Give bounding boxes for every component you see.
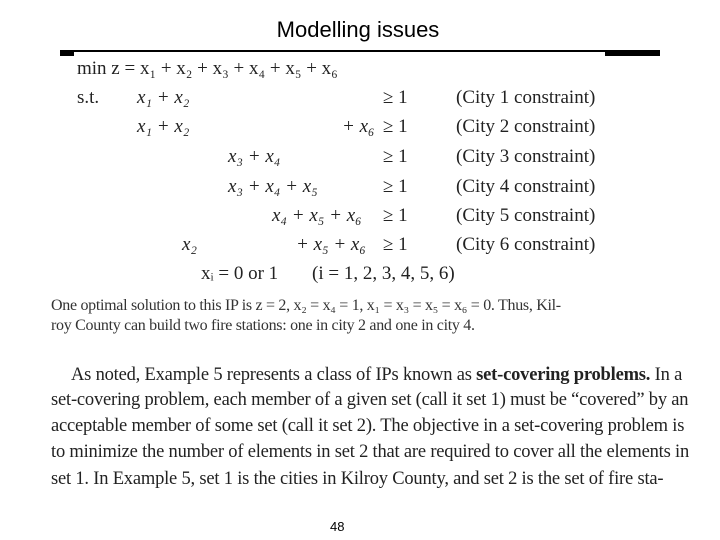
constraint-label: (City 5 constraint) xyxy=(456,205,596,226)
solution-line: One optimal solution to this IP is z = 2, x₂ = x₄ = 1, x₁ = x₃ = x₅ = x₆ = 0. Thus, Kil- xyxy=(51,297,561,314)
constraint-lhs: x₃ + x₄ xyxy=(228,146,281,167)
objective-function: min z = x₁ + x₂ + x₃ + x₄ + x₅ + x₆ xyxy=(77,58,338,79)
domain-index: (i = 1, 2, 3, 4, 5, 6) xyxy=(312,263,455,284)
paragraph-line: set 1. In Example 5, set 1 is the cities in Kilroy County, and set 2 is the set of fire sta- xyxy=(51,469,664,489)
constraint-row xyxy=(0,234,720,260)
paragraph-text: As noted, Example 5 represents a class of IPs known as xyxy=(71,365,477,385)
page-number: 48 xyxy=(330,519,345,534)
constraint-lhs: x₃ + x₄ + x₅ xyxy=(228,176,318,197)
paragraph-line: to minimize the number of elements in set 2 that are required to cover all the elements in xyxy=(51,442,690,462)
paragraph-line xyxy=(71,365,682,386)
title-rule xyxy=(60,50,660,52)
constraint-row xyxy=(0,87,720,113)
paragraph-line: acceptable member of some set (call it set 2). The objective in a set-covering problem is xyxy=(51,416,685,436)
title-rule-right-bar xyxy=(605,50,660,56)
constraint-lhs: x₁ + x₂ xyxy=(137,116,190,137)
constraint-row xyxy=(0,116,720,142)
constraint-relation: ≥ 1 xyxy=(383,176,408,197)
constraint-row xyxy=(0,176,720,202)
constraint-relation: ≥ 1 xyxy=(383,205,408,226)
paragraph-line: set-covering problem, each member of a given set (call it set 1) must be “covered” by an xyxy=(51,390,689,410)
constraint-relation: ≥ 1 xyxy=(383,146,408,167)
constraint-row xyxy=(0,146,720,172)
constraint-relation: ≥ 1 xyxy=(383,234,408,255)
constraint-label: (City 2 constraint) xyxy=(456,116,596,137)
constraint-row xyxy=(0,205,720,231)
constraint-lhs: x₄ + x₅ + x₆ xyxy=(272,205,362,226)
constraint-relation: ≥ 1 xyxy=(383,87,408,108)
constraint-label: (City 4 constraint) xyxy=(456,176,596,197)
constraint-label: (City 3 constraint) xyxy=(456,146,596,167)
solution-line: roy County can build two fire stations: one in city 2 and one in city 4. xyxy=(51,317,475,334)
constraint-label: (City 6 constraint) xyxy=(456,234,596,255)
constraint-lhs: x₁ + x₂ xyxy=(137,87,190,108)
constraint-lhs-extra: + x₆ xyxy=(342,116,375,137)
constraint-relation: ≥ 1 xyxy=(383,116,408,137)
paragraph-text: In a xyxy=(650,365,683,385)
set-covering-term: set-covering problems. xyxy=(476,365,651,385)
title-rule-left-bar xyxy=(60,50,74,56)
binary-domain: xᵢ = 0 or 1 xyxy=(201,263,279,284)
domain-row xyxy=(0,263,720,289)
st-label: s.t. xyxy=(77,87,100,108)
slide-title: Modelling issues xyxy=(276,17,440,42)
constraint-lhs: x₂ xyxy=(182,234,198,255)
constraint-lhs-extra: + x₅ + x₆ xyxy=(296,234,366,255)
constraint-label: (City 1 constraint) xyxy=(456,87,596,108)
